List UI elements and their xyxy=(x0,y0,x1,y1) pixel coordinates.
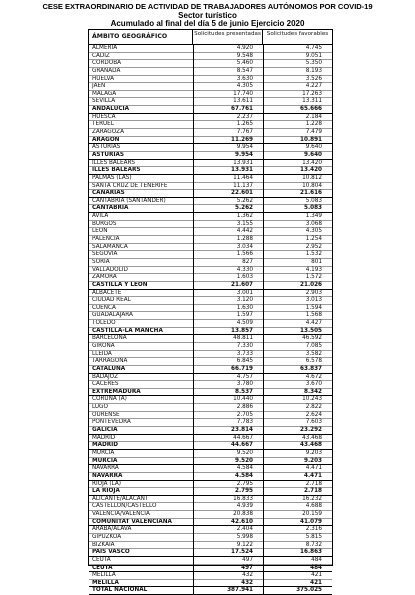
cell-ambito: VALLADOLID xyxy=(92,266,128,273)
cell-presentadas: 22.601 xyxy=(193,190,263,198)
table-row xyxy=(89,198,332,206)
cell-favorables: 4.471 xyxy=(263,473,332,481)
cell-presentadas: 3.733 xyxy=(193,351,263,359)
header-presentadas: Solicitudes presentadas xyxy=(193,30,263,44)
cell-presentadas: 4.584 xyxy=(193,473,263,481)
cell-favorables: 801 xyxy=(263,259,332,267)
table-row xyxy=(89,259,332,267)
cell-favorables: 13.505 xyxy=(263,328,332,336)
cell-ambito: LEÓN xyxy=(92,228,108,235)
cell-presentadas: 17.740 xyxy=(193,91,263,99)
cell-ambito: RIOJA (LA) xyxy=(92,480,122,487)
cell-favorables: 43.468 xyxy=(263,435,332,443)
table-row xyxy=(89,320,332,328)
cell-ambito: GIPUZKOA xyxy=(92,534,122,540)
cell-presentadas: 1.362 xyxy=(193,213,263,221)
cell-ambito: MELILLA xyxy=(92,572,116,579)
cell-presentadas: 21.607 xyxy=(193,282,263,290)
table-row xyxy=(89,503,332,511)
table-row xyxy=(89,60,332,68)
cell-presentadas: 13.931 xyxy=(193,160,263,168)
cell-presentadas: 9.520 xyxy=(193,458,263,466)
cell-favorables: 421 xyxy=(263,580,332,588)
cell-favorables: 13.311 xyxy=(263,98,332,106)
table-row-total xyxy=(89,519,332,527)
cell-ambito: TARRAGONA xyxy=(92,358,128,365)
cell-ambito: CANTABRIA (SANTANDER) xyxy=(92,197,166,204)
table-header xyxy=(89,30,332,45)
cell-favorables: 4.672 xyxy=(263,374,332,382)
cell-favorables: 23.292 xyxy=(263,427,332,435)
cell-presentadas: 4.920 xyxy=(193,45,263,53)
cell-presentadas: 9.954 xyxy=(193,152,263,160)
cell-presentadas: 2.795 xyxy=(193,488,263,496)
cell-presentadas: 13.611 xyxy=(193,98,263,106)
cell-favorables: 4.471 xyxy=(263,465,332,473)
header-ambito: ÁMBITO GEOGRÁFICO xyxy=(89,30,193,44)
cell-presentadas: 13.931 xyxy=(193,167,263,175)
cell-presentadas: 8.547 xyxy=(193,68,263,76)
cell-favorables: 7.479 xyxy=(263,129,332,137)
cell-favorables: 2.718 xyxy=(263,488,332,496)
cell-ambito: LA RIOJA xyxy=(92,488,120,495)
cell-favorables: 1.532 xyxy=(263,251,332,259)
table-row-total xyxy=(89,565,332,573)
cell-favorables: 5.083 xyxy=(263,205,332,213)
cell-favorables: 4.427 xyxy=(263,320,332,328)
table-row xyxy=(89,526,332,534)
table-row-total xyxy=(89,488,332,496)
cell-ambito: MURCIA xyxy=(92,449,115,456)
cell-presentadas: 6.845 xyxy=(193,358,263,366)
cell-favorables: 4.745 xyxy=(263,45,332,53)
cell-ambito: COMUNITAT VALENCIANA xyxy=(92,518,172,525)
table-row-total xyxy=(89,366,332,374)
cell-favorables: 3.670 xyxy=(263,381,332,389)
table-row xyxy=(89,53,332,61)
table-row xyxy=(89,297,332,305)
table-row xyxy=(89,228,332,236)
table-row-total xyxy=(89,549,332,557)
cell-favorables: 2.624 xyxy=(263,412,332,420)
table-row-total xyxy=(89,205,332,213)
cell-presentadas: 3.001 xyxy=(193,290,263,298)
cell-ambito: BARCELONA xyxy=(92,335,127,342)
cell-presentadas: 4.939 xyxy=(193,503,263,511)
cell-presentadas: 11.137 xyxy=(193,183,263,191)
table-row xyxy=(89,404,332,412)
cell-favorables: 16.863 xyxy=(263,549,332,557)
cell-favorables: 21.616 xyxy=(263,190,332,198)
cell-presentadas: 16.833 xyxy=(193,496,263,504)
cell-presentadas: 3.155 xyxy=(193,221,263,229)
document-subtitle: Sector turístico xyxy=(178,11,237,20)
cell-presentadas: 7.330 xyxy=(193,343,263,351)
cell-ambito: CATALUÑA xyxy=(92,365,126,372)
cell-favorables: 1.254 xyxy=(263,236,332,244)
table-row xyxy=(89,381,332,389)
table-row xyxy=(89,175,332,183)
table-row xyxy=(89,221,332,229)
cell-ambito: EXTREMADURA xyxy=(92,388,141,395)
cell-ambito: MELILLA xyxy=(92,579,119,586)
cell-presentadas: 2.886 xyxy=(193,404,263,412)
cell-ambito: BADAJOZ xyxy=(92,373,119,380)
cell-presentadas: 66.719 xyxy=(193,366,263,374)
table-row xyxy=(89,496,332,504)
cell-ambito: LLEIDA xyxy=(92,350,112,357)
cell-favorables: 43.468 xyxy=(263,442,332,450)
cell-favorables: 5.083 xyxy=(263,198,332,206)
cell-presentadas: 497 xyxy=(193,565,263,573)
cell-favorables: 10.243 xyxy=(263,396,332,404)
table-row xyxy=(89,419,332,427)
cell-ambito: PAÍS VASCO xyxy=(92,549,130,556)
table-row xyxy=(89,343,332,351)
table-row xyxy=(89,450,332,458)
cell-ambito: ILLES BALEARS xyxy=(92,159,136,166)
cell-favorables: 1.349 xyxy=(263,213,332,221)
cell-presentadas: 387.941 xyxy=(193,587,263,595)
table-row-total xyxy=(89,442,332,450)
table-row xyxy=(89,98,332,106)
cell-favorables: 484 xyxy=(263,565,332,573)
cell-ambito: MADRID xyxy=(92,434,116,441)
cell-favorables: 2.952 xyxy=(263,244,332,252)
cell-ambito: TOTAL NACIONAL xyxy=(92,587,148,594)
cell-ambito: ARABA/ÁLAVA xyxy=(92,526,132,533)
table-row xyxy=(89,68,332,76)
cell-presentadas: 4.305 xyxy=(193,83,263,91)
cell-ambito: CORUÑA (A) xyxy=(92,396,127,403)
cell-ambito: ÁVILA xyxy=(92,213,109,220)
table-body xyxy=(89,45,332,595)
table-row xyxy=(89,358,332,366)
table-row xyxy=(89,91,332,99)
cell-ambito: ASTURIAS xyxy=(92,151,124,158)
cell-favorables: 375.025 xyxy=(263,587,332,595)
cell-ambito: CÁCERES xyxy=(92,381,119,388)
table-row xyxy=(89,251,332,259)
cell-favorables: 65.666 xyxy=(263,106,332,114)
cell-presentadas: 8.537 xyxy=(193,389,263,397)
cell-presentadas: 5.262 xyxy=(193,205,263,213)
document-title: CESE EXTRAORDINARIO DE ACTIVIDAD DE TRABAJADORES AUTÓNOMOS POR COVID-19 xyxy=(42,2,373,11)
cell-favorables: 2.822 xyxy=(263,404,332,412)
cell-presentadas: 23.814 xyxy=(193,427,263,435)
cell-ambito: GRANADA xyxy=(92,67,121,74)
cell-ambito: PALENCIA xyxy=(92,236,120,243)
table-row xyxy=(89,542,332,550)
cell-favorables: 5.350 xyxy=(263,60,332,68)
cell-presentadas: 5.460 xyxy=(193,60,263,68)
cell-ambito: CUENCA xyxy=(92,304,116,311)
cell-ambito: CEUTA xyxy=(92,556,111,563)
cell-ambito: NAVARRA xyxy=(92,472,123,479)
cell-ambito: ASTURIAS xyxy=(92,144,121,151)
document-date-line: Acumulado al final del día 5 de junio Ejercicio 2020 xyxy=(110,19,305,28)
cell-favorables: 2.718 xyxy=(263,481,332,489)
cell-favorables: 2.184 xyxy=(263,114,332,122)
cell-presentadas: 1.288 xyxy=(193,236,263,244)
cell-favorables: 4.688 xyxy=(263,503,332,511)
cell-ambito: MADRID xyxy=(92,442,118,449)
table-row xyxy=(89,244,332,252)
cell-presentadas: 2.705 xyxy=(193,412,263,420)
cell-favorables: 5.815 xyxy=(263,534,332,542)
cell-favorables: 3.013 xyxy=(263,297,332,305)
cell-presentadas: 3.630 xyxy=(193,76,263,84)
cell-favorables: 6.578 xyxy=(263,358,332,366)
cell-favorables: 41.079 xyxy=(263,519,332,527)
cell-favorables: 8.193 xyxy=(263,68,332,76)
cell-favorables: 9.640 xyxy=(263,144,332,152)
table-row xyxy=(89,267,332,275)
cell-presentadas: 1.597 xyxy=(193,312,263,320)
cell-favorables: 8.342 xyxy=(263,389,332,397)
cell-ambito: SALAMANCA xyxy=(92,243,128,250)
cell-ambito: CÓRDOBA xyxy=(92,60,122,67)
cell-favorables: 1.594 xyxy=(263,305,332,313)
cell-presentadas: 4.509 xyxy=(193,320,263,328)
table-row xyxy=(89,160,332,168)
cell-ambito: SEVILLA xyxy=(92,98,116,105)
cell-ambito: TOLEDO xyxy=(92,320,116,327)
table-row-total xyxy=(89,282,332,290)
table-row xyxy=(89,465,332,473)
cell-ambito: CASTILLA Y LEÓN xyxy=(92,281,148,288)
cell-presentadas: 20.838 xyxy=(193,511,263,519)
cell-ambito: GIRONA xyxy=(92,342,115,349)
cell-favorables: 4.227 xyxy=(263,83,332,91)
cell-favorables: 9.051 xyxy=(263,53,332,61)
cell-ambito: GALICIA xyxy=(92,427,118,434)
cell-favorables: 2.903 xyxy=(263,290,332,298)
cell-favorables: 4.305 xyxy=(263,228,332,236)
cell-favorables: 1.568 xyxy=(263,312,332,320)
table-row xyxy=(89,412,332,420)
cell-presentadas: 432 xyxy=(193,580,263,588)
cell-presentadas: 3.034 xyxy=(193,244,263,252)
cell-ambito: CANTABRIA xyxy=(92,205,129,212)
cell-ambito: ZAMORA xyxy=(92,274,117,281)
cell-presentadas: 7.767 xyxy=(193,129,263,137)
table-row xyxy=(89,76,332,84)
cell-ambito: ARAGÓN xyxy=(92,136,120,143)
table-row xyxy=(89,511,332,519)
cell-presentadas: 3.120 xyxy=(193,297,263,305)
cell-presentadas: 42.610 xyxy=(193,519,263,527)
cell-ambito: PONTEVEDRA xyxy=(92,419,131,426)
table-row xyxy=(89,374,332,382)
cell-favorables: 13.420 xyxy=(263,160,332,168)
table-row-total xyxy=(89,106,332,114)
cell-ambito: ILLES BALEARS xyxy=(92,167,141,174)
cell-ambito: ALBACETE xyxy=(92,289,122,296)
cell-presentadas: 827 xyxy=(193,259,263,267)
header-favorables: Solicitudes favorables xyxy=(266,30,329,37)
cell-presentadas: 1.265 xyxy=(193,121,263,129)
cell-favorables: 9.203 xyxy=(263,458,332,466)
cell-ambito: ALMERÍA xyxy=(92,45,118,51)
cell-presentadas: 5.262 xyxy=(193,198,263,206)
table-row-total xyxy=(89,152,332,160)
table-row-total xyxy=(89,167,332,175)
cell-favorables: 16.232 xyxy=(263,496,332,504)
cell-favorables: 2.316 xyxy=(263,526,332,534)
table-row xyxy=(89,557,332,565)
cell-ambito: NAVARRA xyxy=(92,465,119,472)
cell-ambito: VALENCIA/VALÈNCIA xyxy=(92,511,150,518)
data-table xyxy=(88,29,333,594)
cell-favorables: 46.592 xyxy=(263,335,332,343)
cell-presentadas: 44.667 xyxy=(193,435,263,443)
cell-presentadas: 497 xyxy=(193,557,263,565)
cell-presentadas: 3.780 xyxy=(193,381,263,389)
cell-favorables: 4.193 xyxy=(263,267,332,275)
cell-ambito: CEUTA xyxy=(92,564,113,571)
table-row xyxy=(89,183,332,191)
cell-presentadas: 4.330 xyxy=(193,267,263,275)
cell-presentadas: 432 xyxy=(193,572,263,580)
table-row-total xyxy=(89,473,332,481)
table-row xyxy=(89,396,332,404)
cell-presentadas: 7.783 xyxy=(193,419,263,427)
table-row xyxy=(89,351,332,359)
table-row xyxy=(89,236,332,244)
table-row xyxy=(89,312,332,320)
cell-favorables: 1.572 xyxy=(263,274,332,282)
cell-ambito: LUGO xyxy=(92,404,108,411)
table-row xyxy=(89,534,332,542)
table-row-total xyxy=(89,427,332,435)
table-row xyxy=(89,305,332,313)
table-row-total xyxy=(89,580,332,588)
table-row-total xyxy=(89,328,332,336)
cell-presentadas: 9.954 xyxy=(193,144,263,152)
cell-favorables: 421 xyxy=(263,572,332,580)
cell-ambito: PALMAS (LAS) xyxy=(92,174,132,181)
cell-presentadas: 4.584 xyxy=(193,465,263,473)
cell-presentadas: 9.520 xyxy=(193,450,263,458)
cell-favorables: 13.420 xyxy=(263,167,332,175)
cell-favorables: 3.068 xyxy=(263,221,332,229)
table-row xyxy=(89,335,332,343)
cell-presentadas: 67.761 xyxy=(193,106,263,114)
table-row xyxy=(89,83,332,91)
cell-favorables: 10.812 xyxy=(263,175,332,183)
cell-presentadas: 1.566 xyxy=(193,251,263,259)
cell-favorables: 8.732 xyxy=(263,542,332,550)
cell-favorables: 9.640 xyxy=(263,152,332,160)
cell-ambito: SORIA xyxy=(92,258,110,265)
table-row-total xyxy=(89,458,332,466)
cell-favorables: 17.263 xyxy=(263,91,332,99)
cell-presentadas: 9.122 xyxy=(193,542,263,550)
table-row xyxy=(89,274,332,282)
cell-ambito: SANTA CRUZ DE TENERIFE xyxy=(92,182,168,189)
table-row xyxy=(89,129,332,137)
table-row xyxy=(89,290,332,298)
cell-presentadas: 11.464 xyxy=(193,175,263,183)
cell-ambito: BURGOS xyxy=(92,220,117,227)
table-row xyxy=(89,45,332,53)
cell-presentadas: 2.795 xyxy=(193,481,263,489)
cell-ambito: MÁLAGA xyxy=(92,90,117,97)
cell-presentadas: 10.440 xyxy=(193,396,263,404)
table-row xyxy=(89,481,332,489)
cell-favorables: 20.159 xyxy=(263,511,332,519)
table-row xyxy=(89,213,332,221)
cell-presentadas: 4.757 xyxy=(193,374,263,382)
cell-presentadas: 11.269 xyxy=(193,137,263,145)
cell-presentadas: 1.630 xyxy=(193,305,263,313)
cell-presentadas: 4.442 xyxy=(193,228,263,236)
table-row-total xyxy=(89,137,332,145)
table-row xyxy=(89,572,332,580)
cell-favorables: 63.837 xyxy=(263,366,332,374)
cell-ambito: CASTILLA-LA MANCHA xyxy=(92,327,163,334)
table-row xyxy=(89,114,332,122)
cell-ambito: BIZKAIA xyxy=(92,541,115,548)
cell-favorables: 3.526 xyxy=(263,76,332,84)
cell-ambito: ALICANTE/ALACANT xyxy=(92,495,149,502)
cell-ambito: CIUDAD REAL xyxy=(92,297,131,304)
table-row-total xyxy=(89,587,332,595)
cell-ambito: CÁDIZ xyxy=(92,52,110,59)
cell-ambito: TERUEL xyxy=(92,121,114,128)
cell-ambito: SEGOVIA xyxy=(92,251,118,258)
table-row-total xyxy=(89,389,332,397)
cell-ambito: OURENSE xyxy=(92,411,120,418)
cell-favorables: 7.603 xyxy=(263,419,332,427)
cell-ambito: ANDALUCÍA xyxy=(92,106,130,113)
cell-presentadas: 2.404 xyxy=(193,526,263,534)
table-row xyxy=(89,144,332,152)
cell-presentadas: 44.667 xyxy=(193,442,263,450)
cell-presentadas: 9.548 xyxy=(193,53,263,61)
cell-favorables: 9.203 xyxy=(263,450,332,458)
cell-ambito: CANARIAS xyxy=(92,190,125,197)
cell-favorables: 10.891 xyxy=(263,137,332,145)
cell-favorables: 1.228 xyxy=(263,121,332,129)
table-row xyxy=(89,121,332,129)
cell-presentadas: 2.237 xyxy=(193,114,263,122)
cell-ambito: GUADALAJARA xyxy=(92,312,133,319)
cell-favorables: 3.582 xyxy=(263,351,332,359)
table-row xyxy=(89,435,332,443)
cell-ambito: CASTELLÓN/CASTELLÓ xyxy=(92,503,157,510)
cell-presentadas: 13.857 xyxy=(193,328,263,336)
table-row-total xyxy=(89,190,332,198)
cell-presentadas: 48.811 xyxy=(193,335,263,343)
cell-ambito: ZARAGOZA xyxy=(92,129,124,136)
cell-ambito: HUESCA xyxy=(92,113,116,120)
cell-presentadas: 1.603 xyxy=(193,274,263,282)
cell-presentadas: 5.998 xyxy=(193,534,263,542)
cell-favorables: 484 xyxy=(263,557,332,565)
cell-favorables: 7.085 xyxy=(263,343,332,351)
cell-ambito: HUELVA xyxy=(92,75,114,82)
cell-presentadas: 17.524 xyxy=(193,549,263,557)
cell-ambito: JAÉN xyxy=(92,83,106,90)
cell-favorables: 10.804 xyxy=(263,183,332,191)
cell-favorables: 21.026 xyxy=(263,282,332,290)
cell-ambito: MURCIA xyxy=(92,457,118,464)
